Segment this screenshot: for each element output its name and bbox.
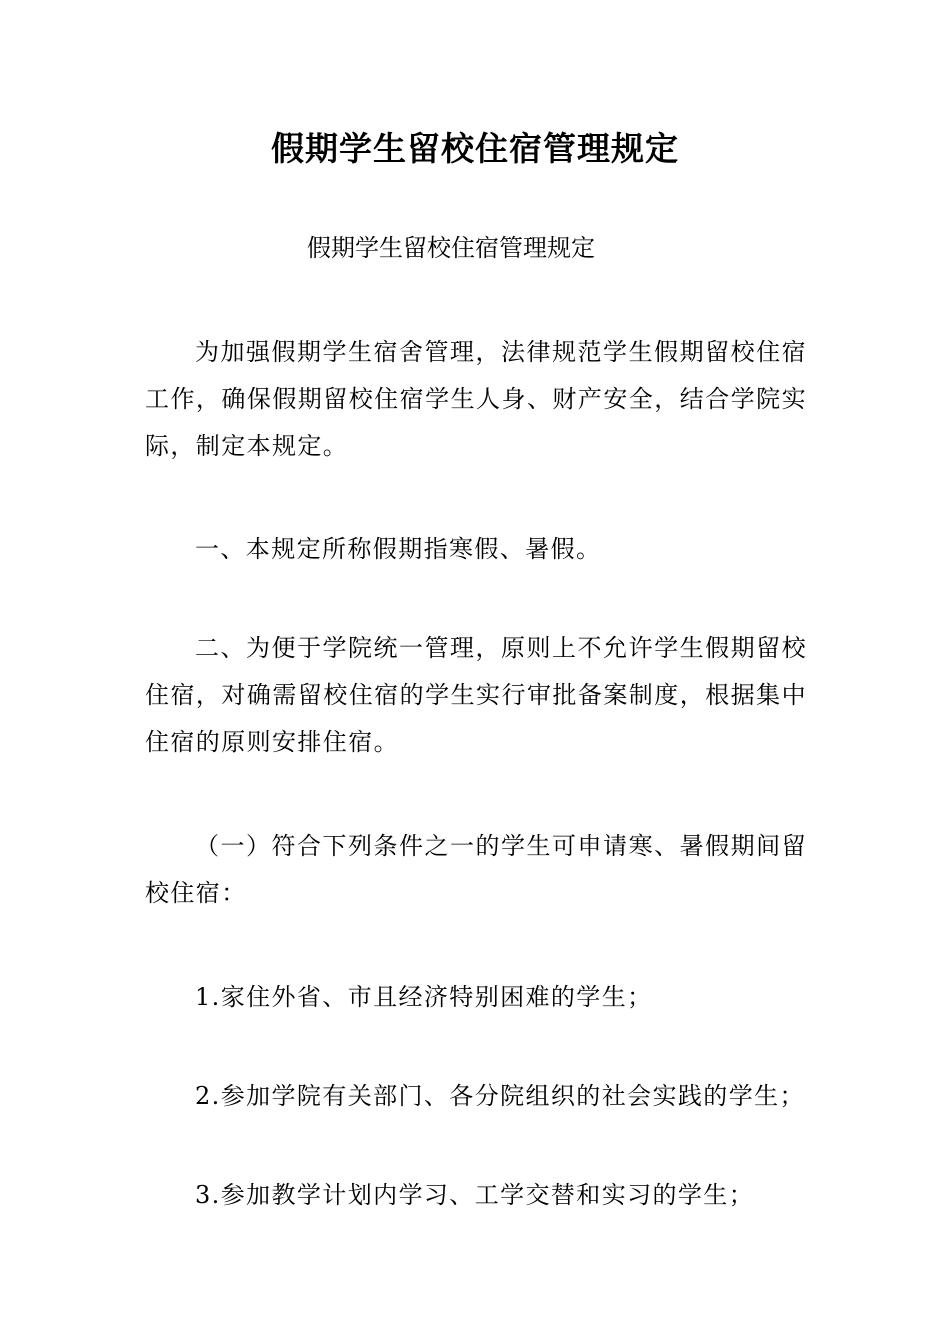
- paragraph-intro: 为加强假期学生宿舍管理，法律规范学生假期留校住宿工作，确保假期留校住宿学生人身、财产安全，结合学院实际，制定本规定。: [145, 338, 807, 460]
- paragraph-item-3: 3.参加教学计划内学习、工学交替和实习的学生；: [195, 1181, 755, 1209]
- paragraph-item-1: 1.家住外省、市且经济特别困难的学生；: [195, 983, 653, 1011]
- paragraph-clause-1: （一）符合下列条件之一的学生可申请寒、暑假期间留校住宿：: [145, 832, 807, 907]
- paragraph-article-2: 二、为便于学院统一管理，原则上不允许学生假期留校住宿，对确需留校住宿的学生实行审批备案制度，根据集中住宿的原则安排住宿。: [145, 634, 807, 756]
- paragraph-article-1: 一、本规定所称假期指寒假、暑假。: [195, 535, 602, 563]
- paragraph-item-2: 2.参加学院有关部门、各分院组织的社会实践的学生；: [195, 1082, 805, 1110]
- document-subtitle: 假期学生留校住宿管理规定: [307, 234, 595, 262]
- document-title: 假期学生留校住宿管理规定: [271, 129, 679, 168]
